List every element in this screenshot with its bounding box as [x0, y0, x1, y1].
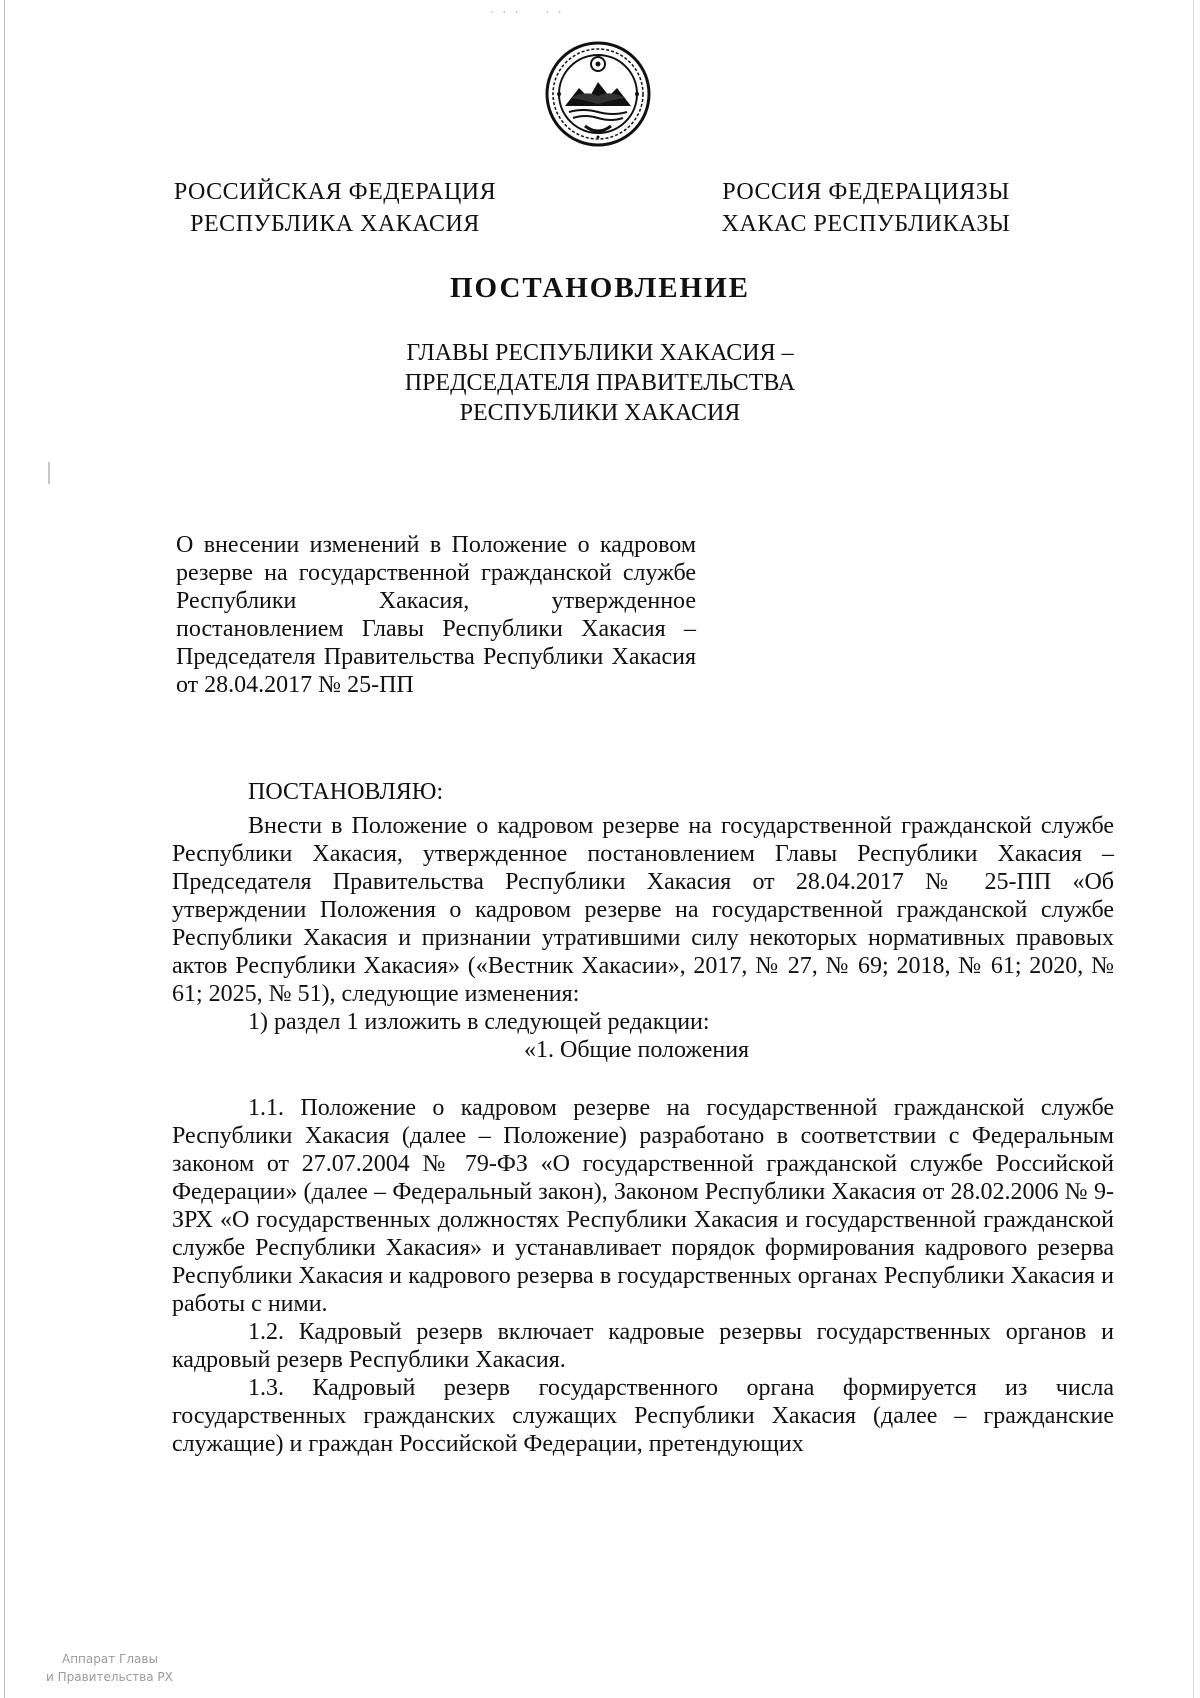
scan-edge-left — [4, 0, 5, 1698]
stamp-line1: Аппарат Главы — [62, 1652, 158, 1666]
header-right-block — [706, 176, 1026, 240]
stamp-line2: и Правительства РХ — [46, 1670, 173, 1684]
subject-text-last: от 28.04.2017 № 25-ПП — [176, 672, 414, 698]
resolve-heading: ПОСТАНОВЛЯЮ: — [248, 779, 444, 805]
header-right-line1: РОССИЯ ФЕДЕРАЦИЯЗЫ — [722, 179, 1010, 205]
issuer-line1: ГЛАВЫ РЕСПУБЛИКИ ХАКАСИЯ – — [406, 340, 794, 366]
scan-edge-right — [1193, 0, 1194, 1698]
header-left-line2: РЕСПУБЛИКА ХАКАСИЯ — [190, 211, 480, 237]
office-stamp — [46, 1650, 173, 1686]
issuer-block — [0, 338, 1200, 428]
issuer-line2: ПРЕДСЕДАТЕЛЯ ПРАВИТЕЛЬСТВА — [404, 370, 796, 396]
issuer-line3: РЕСПУБЛИКИ ХАКАСИЯ — [459, 400, 741, 426]
header-left-block — [170, 176, 500, 240]
paragraph-item1: 1) раздел 1 изложить в следующей редакции: — [248, 1009, 710, 1035]
paragraph-intro: Внести в Положение о кадровом резерве на государственной гражданской службе Республики Хакасия, утвержденное постановлением Главы Республики Хакасия – Председателя Правительства Республики Хакасия от 28.04.2017 № 25-ПП «Об утверждении Положения о кадровом резерве на государственной гражданской службе Республики Хакасия и признании утратившими силу некоторых нормативных правовых актов Республики Хакасия» («Вестник Хакасии», 2017, № 27, № 69; 2018, № 61; 2020, № 61; 2025, № 51), следующие изменения: — [172, 813, 1114, 1007]
document-body — [172, 812, 1114, 1458]
paragraph-1-1: 1.1. Положение о кадровом резерве на государственной гражданской службе Республики Хакасия (далее – Положение) разработано в соответствии с Федеральным законом от 27.07.2004 № 79-ФЗ «О государственной гражданской службе Российской Федерации» (далее – Федеральный закон), Законом Республики Хакасия от 28.02.2006 № 9-ЗРХ «О государственных должностях Республики Хакасия и государственной гражданской службе Республики Хакасия» и устанавливает порядок формирования кадрового резерва Республики Хакасия и кадрового резерва в государственных органах Республики Хакасия и работы с ними. — [172, 1095, 1114, 1317]
subject-text: О внесении изменений в Положение о кадровом резерве на государственной гражданской службе Республики Хакасия, утвержденное постановлением Главы Республики Хакасия – Председателя Правительства Республики Хакасия — [176, 532, 696, 670]
coat-of-arms-emblem — [545, 40, 651, 148]
paragraph-1-3: 1.3. Кадровый резерв государственного органа формируется из числа государственных гражданских служащих Республики Хакасия (далее – гражданские служащие) и граждан Российской Федерации, претендующих — [172, 1375, 1114, 1457]
scan-margin-mark — [48, 462, 50, 484]
scan-artifact: · · · · · — [490, 6, 564, 21]
paragraph-1-2: 1.2. Кадровый резерв включает кадровые резервы государственных органов и кадровый резерв Республики Хакасия. — [172, 1319, 1114, 1373]
document-subject — [176, 531, 696, 699]
document-title: ПОСТАНОВЛЕНИЕ — [449, 272, 750, 304]
header-right-line2: ХАКАС РЕСПУБЛИКАЗЫ — [721, 211, 1011, 237]
section-heading: «1. Общие положения — [524, 1037, 750, 1063]
header-left-line1: РОССИЙСКАЯ ФЕДЕРАЦИЯ — [173, 179, 497, 205]
